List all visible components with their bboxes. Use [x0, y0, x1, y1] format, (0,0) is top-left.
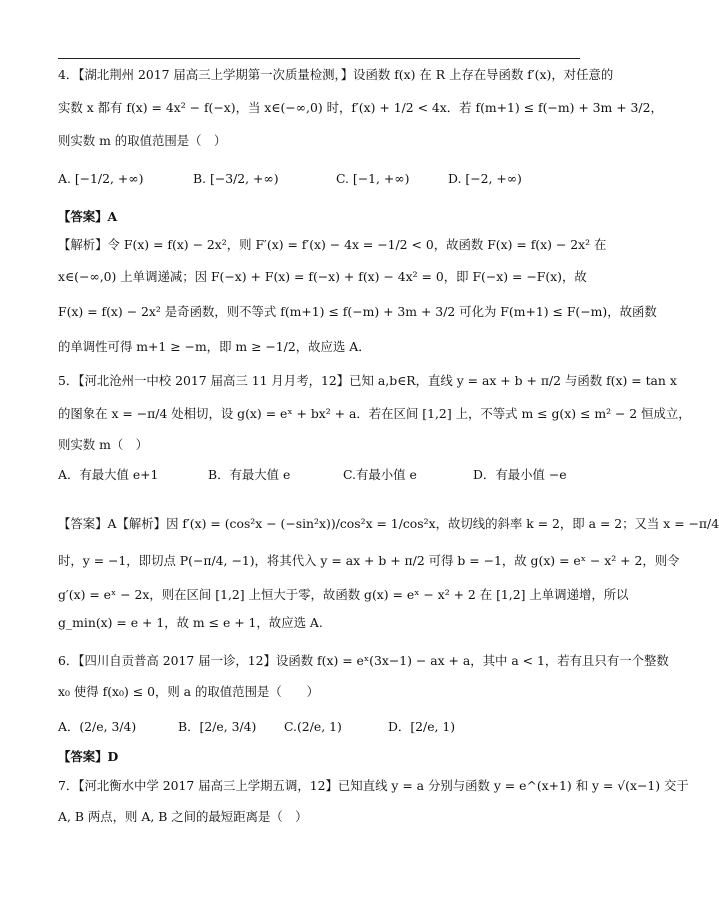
q4-analysis-line-1: 【解析】令 F(x) = f(x) − 2x²，则 F′(x) = f′(x) − 4x = −1/2 < 0，故函数 F(x) = f(x) − 2x² 在 — [58, 237, 607, 252]
q5-option-c: C.有最小值 e — [343, 467, 417, 482]
q4-answer: 【答案】A — [58, 209, 118, 224]
q5-analysis-line-4: g_min(x) = e + 1，故 m ≤ e + 1，故应选 A. — [58, 615, 323, 630]
q6-stem-line-1: 6．【四川自贡普高 2017 届一诊，12】设函数 f(x) = eˣ(3x−1) − ax + a，其中 a < 1，若有且只有一个整数 — [58, 653, 669, 668]
q6-option-d: D．[2/e, 1) — [388, 719, 456, 734]
q4-option-b: B. [−3/2, +∞) — [193, 171, 279, 186]
q7-stem-line-1: 7．【河北衡水中学 2017 届高三上学期五调，12】已知直线 y = a 分别与函数 y = e^(x+1) 和 y = √(x−1) 交于 — [58, 778, 689, 793]
q5-stem-line-3: 则实数 m（ ） — [58, 437, 149, 452]
q4-analysis-line-2: x∈(−∞,0) 上单调递减；因 F(−x) + F(x) = f(−x) + f(x) − 4x² = 0，即 F(−x) = −F(x)，故 — [58, 269, 587, 284]
q5-option-d: D．有最小值 −e — [473, 467, 567, 482]
q4-option-d: D. [−2, +∞) — [448, 171, 522, 186]
q5-stem-line-1: 5．【河北沧州一中校 2017 届高三 11 月月考，12】已知 a,b∈R，直线 y = ax + b + π/2 与函数 f(x) = tan x — [58, 373, 677, 388]
q6-option-c: C.(2/e, 1) — [284, 719, 342, 734]
q6-option-b: B．[2/e, 3/4) — [178, 719, 257, 734]
q5-option-b: B．有最大值 e — [208, 467, 291, 482]
q4-analysis-line-3: F(x) = f(x) − 2x² 是奇函数，则不等式 f(m+1) ≤ f(−m) + 3m + 3/2 可化为 F(m+1) ≤ F(−m)，故函数 — [58, 304, 657, 319]
q4-stem-line-2: 实数 x 都有 f(x) = 4x² − f(−x)，当 x∈(−∞,0) 时，f′(x) + 1/2 < 4x．若 f(m+1) ≤ f(−m) + 3m + 3/2， — [58, 100, 663, 115]
q5-stem-line-2: 的图象在 x = −π/4 处相切，设 g(x) = eˣ + bx² + a．若在区间 [1,2] 上，不等式 m ≤ g(x) ≤ m² − 2 恒成立， — [58, 406, 691, 421]
q5-analysis-line-1: 【答案】A【解析】因 f′(x) = (cos²x − (−sin²x))/cos²x = 1/cos²x，故切线的斜率 k = 2，即 a = 2；又当 x = −π/4 — [58, 516, 719, 531]
header-rule — [58, 58, 580, 59]
q5-analysis-line-3: g′(x) = eˣ − 2x，则在区间 [1,2] 上恒大于零，故函数 g(x) = eˣ − x² + 2 在 [1,2] 上单调递增，所以 — [58, 587, 629, 602]
q4-stem-line-1: 4．【湖北荆州 2017 届高三上学期第一次质量检测，】设函数 f(x) 在 R 上存在导函数 f′(x)，对任意的 — [58, 67, 614, 82]
q4-analysis-line-4: 的单调性可得 m+1 ≥ −m，即 m ≥ −1/2，故应选 A． — [58, 339, 371, 354]
q4-option-a: A. [−1/2, +∞) — [58, 171, 144, 186]
q6-stem-line-2: x₀ 使得 f(x₀) ≤ 0，则 a 的取值范围是（ ） — [58, 684, 319, 699]
q4-stem-line-3: 则实数 m 的取值范围是（ ） — [58, 133, 227, 148]
q5-analysis-line-2: 时，y = −1，即切点 P(−π/4, −1)，将其代入 y = ax + b + π/2 可得 b = −1，故 g(x) = eˣ − x² + 2，则令 — [58, 553, 680, 568]
q7-stem-line-2: A, B 两点，则 A, B 之间的最短距离是（ ） — [58, 809, 308, 824]
q5-option-a: A．有最大值 e+1 — [58, 467, 159, 482]
q6-option-a: A．(2/e, 3/4) — [58, 719, 137, 734]
q6-answer: 【答案】D — [58, 749, 119, 764]
q4-option-c: C. [−1, +∞) — [336, 171, 410, 186]
